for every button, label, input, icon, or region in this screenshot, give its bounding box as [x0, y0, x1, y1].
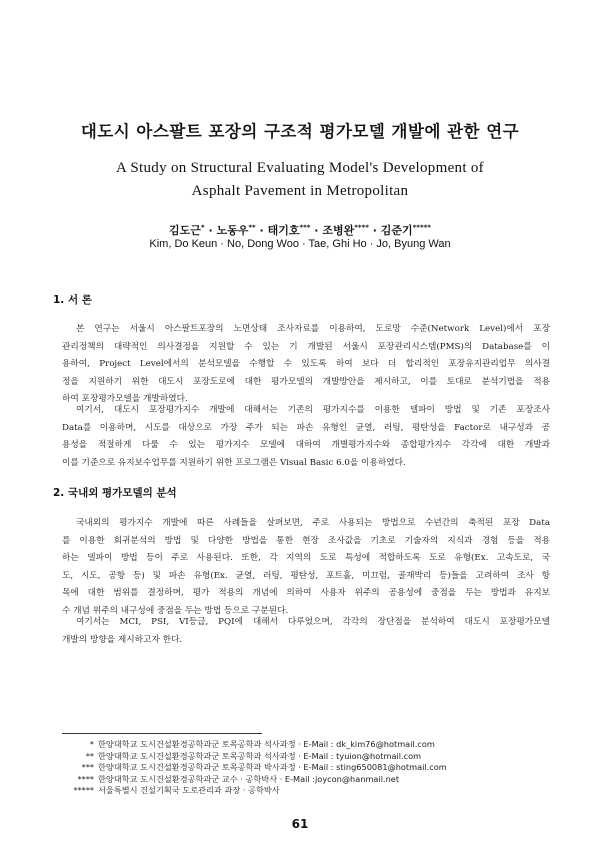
author-name: 김준기	[380, 224, 413, 237]
author-mark: **	[248, 223, 256, 232]
text-line: Data를 이용하며, 시도를 대상으로 가장 주가 되는 파손 유형인 균열, 러팅, 평탄성을 Factor로 내구성과 공	[62, 422, 550, 433]
text-line: 하는 델파이 방법 등이 주로 사용된다. 또한, 각 지역의 도로 특성에 적합하도록 도로 유형(Ex. 고속도로, 국	[62, 553, 550, 563]
text-line: 목에 대한 범위를 결정하며, 평가 적용의 개념에 의하여 사용자 위주의 공용성에 중점을 두는 방법과 유지보	[62, 588, 550, 598]
footnote	[58, 785, 538, 797]
paragraph	[62, 515, 550, 620]
footnote	[58, 774, 538, 786]
text-line: 여기서, 대도시 포장평가지수 개발에 대해서는 기존의 평가지수를 이용한 델파이 방법 및 기존 포장조사	[76, 405, 550, 415]
footnote-mark: ****	[77, 773, 94, 784]
author-mark: ***	[299, 223, 311, 232]
footnote-divider	[62, 733, 262, 734]
authors-english: Kim, Do Keun · No, Dong Woo · Tae, Ghi Ho · Jo, Byung Wan	[149, 238, 451, 250]
paragraph	[62, 321, 550, 409]
section-heading-domestic-foreign-analysis: 2. 국내외 평가모델의 분석	[53, 487, 177, 499]
text-line: 용성을 적절하게 다룰 수 있는 평가지수 모델에 대하여 개별평가지수와 종합평가지수 각각에 대한 개발과	[62, 440, 550, 450]
author-name: 김도근	[169, 224, 201, 237]
author-mark: *****	[412, 223, 431, 232]
paragraph	[62, 614, 550, 649]
footnotes	[58, 739, 538, 797]
footnote-text: 서울특별시 건설기획국 도로관리과 과장 · 공학박사	[98, 785, 280, 795]
paragraph	[62, 402, 550, 472]
text-line: 를 이용한 회귀분석의 방법 및 다양한 방법을 통한 현장 조사값을 기초로 기술자의 지식과 경험 등을 적용	[62, 535, 550, 546]
author-name: 태기호	[267, 224, 300, 237]
footnote	[58, 762, 538, 774]
author-separator: ·	[314, 224, 319, 237]
footnote-text: 한양대학교 도시건설환경공학과군 토목공학과 석사과정 · E-Mail : tyuion@hotmail.com	[98, 750, 422, 761]
footnote-text: 한양대학교 도시건설환경공학과군 교수 · 공학박사 · E-Mail :joycon@hanmail.net	[98, 773, 400, 784]
author-separator: ·	[372, 224, 377, 237]
text-line: 본 연구는 서울시 아스팔트포장의 노면상태 조사자료를 이용하여, 도로망 수준(Network Level)에서 포장	[76, 324, 550, 334]
text-line: 개발의 방향을 제시하고자 한다.	[62, 634, 183, 645]
paper-title-korean: 대도시 아스팔트 포장의 구조적 평가모델 개발에 관한 연구	[80, 122, 520, 141]
author-separator: ·	[259, 224, 264, 237]
footnote-mark: ***	[81, 762, 94, 772]
text-line: 도, 시도, 공항 등) 및 파손 유형(Ex. 균열, 러팅, 평탄성, 포트홀, 미끄럼, 골재박리 등)들을 고려하여 조사 항	[62, 570, 550, 581]
page-number: 61	[291, 817, 309, 831]
footnote	[58, 751, 538, 763]
footnote	[58, 739, 538, 751]
text-line: 용하여, Project Level에서의 분석모델을 수행할 수 있도록 하여 보다 더 합리적인 포장유지관리업무 의사결	[62, 359, 550, 369]
text-line: 관리정책의 대략적인 의사결정을 지원할 수 있는 기 개발된 서울시 포장관리시스템(PMS)의 Database를 이	[62, 341, 550, 352]
authors-korean	[0, 222, 600, 238]
text-line: 국내외의 평가지수 개발에 따른 사례들을 살펴보면, 주로 사용되는 방법으로 수년간의 축적된 포장 Data	[76, 518, 550, 528]
footnote-text: 한양대학교 도시건설환경공학과군 토목공학과 박사과정 · E-Mail : sting650081@hotmail.com	[98, 762, 447, 772]
paper-title-english-line-1: A Study on Structural Evaluating Model's Development of	[116, 160, 484, 176]
text-line: 수 개념 위주의 내구성에 중점을 두는 방법 등으로 구분된다.	[62, 605, 289, 616]
author-separator: ·	[208, 224, 213, 237]
footnote-mark: **	[85, 750, 94, 761]
section-heading-introduction: 1. 서 론	[53, 294, 92, 306]
footnote-text: 한양대학교 도시건설환경공학과군 토목공학과 석사과정 · E-Mail : dk_kim76@hotmail.com	[98, 739, 435, 749]
text-line: 정을 지원하기 위한 대도시 포장도로에 대한 평가모델의 개발방안을 제시하고, 이를 토대로 분석기법을 적용	[62, 376, 550, 387]
text-line: 여기서는 MCI, PSI, VI등급, PQI에 대해서 다루었으며, 각각의 장단점을 분석하여 대도시 포장평가모델	[76, 617, 550, 627]
paper-title-english-line-2: Asphalt Pavement in Metropolitan	[191, 183, 409, 199]
text-line: 이를 기준으로 유지보수업무를 지원하기 위한 프로그램은 Visual Basic 6.0을 이용하였다.	[62, 457, 406, 468]
footnote-mark: *****	[73, 785, 94, 795]
author-name: 조병완	[322, 224, 355, 237]
footnote-mark: *	[89, 739, 94, 749]
author-mark: *	[200, 223, 205, 232]
text-line: 하여 포장평가모델을 개발하였다.	[62, 394, 188, 404]
author-mark: ****	[354, 223, 369, 232]
author-name: 노동우	[216, 224, 249, 237]
